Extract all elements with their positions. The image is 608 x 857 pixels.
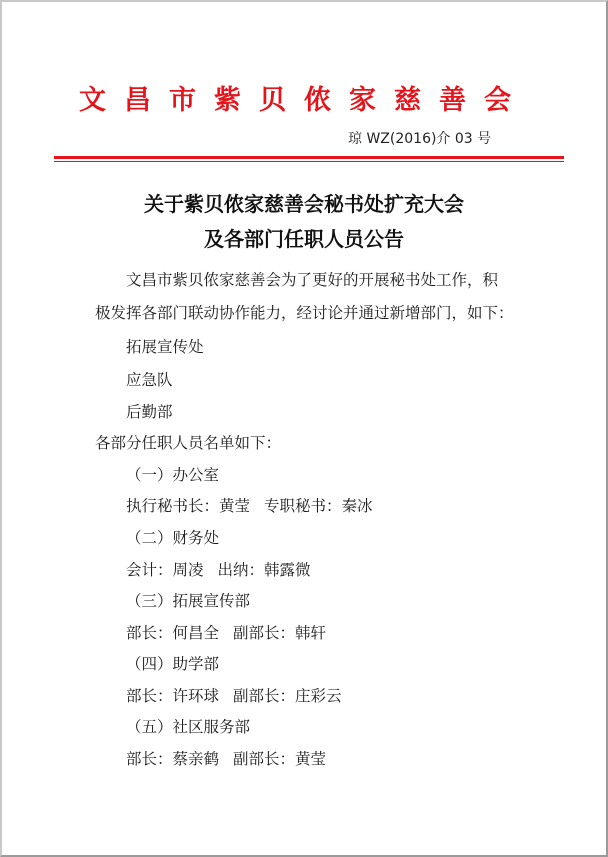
section-staff-line [126, 747, 326, 769]
intro-paragraph-line1: 文昌市紫贝侬家慈善会为了更好的开展秘书处工作，积 [126, 271, 499, 289]
red-header-rule-thick [54, 156, 564, 159]
staff-role: 副部长：庄彩云 [233, 687, 342, 705]
roster-heading: 各部分任职人员名单如下： [95, 434, 282, 452]
section-staff-line [126, 558, 311, 580]
section-heading: （一）办公室 [126, 466, 220, 484]
staff-role: 副部长：韩轩 [233, 624, 327, 642]
new-department-item: 应急队 [126, 371, 173, 389]
section-heading: （二）财务处 [126, 529, 220, 547]
section-heading: （四）助学部 [126, 655, 220, 673]
section-staff-line [126, 494, 373, 516]
staff-role: 专职秘书：秦冰 [264, 497, 373, 515]
staff-role: 执行秘书长：黄莹 [126, 497, 251, 515]
section-staff-line [126, 684, 342, 706]
red-header-rule-thin [54, 161, 564, 162]
section-staff-line [126, 621, 326, 643]
staff-role: 会计：周凌 [126, 561, 204, 579]
intro-paragraph-line2: 极发挥各部门联动协作能力，经讨论并通过新增部门，如下： [95, 304, 514, 322]
staff-role: 部长：许环球 [126, 687, 220, 705]
new-department-item: 后勤部 [126, 403, 173, 421]
new-department-item: 拓展宣传处 [126, 338, 204, 356]
organization-name: 文昌市紫贝侬家慈善会 [79, 85, 529, 116]
section-heading: （五）社区服务部 [126, 718, 251, 736]
staff-role: 出纳：韩露微 [217, 561, 311, 579]
section-heading: （三）拓展宣传部 [126, 592, 251, 610]
notice-title-line1: 关于紫贝侬家慈善会秘书处扩充大会 [144, 192, 464, 216]
document-number: 琼 WZ(2016)介 03 号 [348, 131, 492, 147]
staff-role: 副部长：黄莹 [233, 750, 327, 768]
staff-role: 部长：何昌全 [126, 624, 220, 642]
staff-role: 部长：蔡亲鹤 [126, 750, 220, 768]
notice-title-line2: 及各部门任职人员公告 [204, 227, 404, 251]
